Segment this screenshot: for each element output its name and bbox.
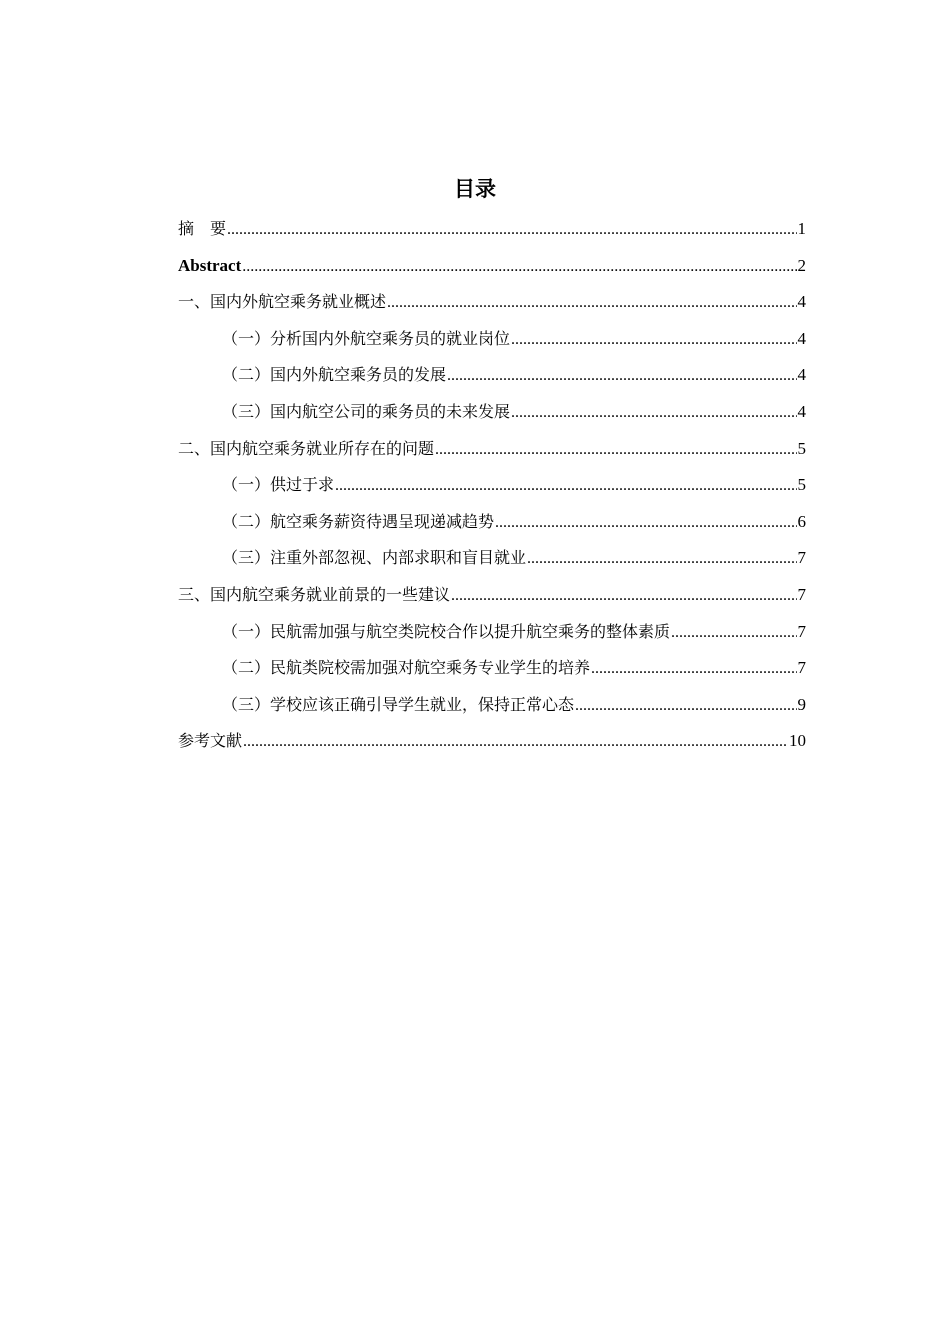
toc-subentry[interactable]: [178, 509, 806, 546]
toc-entry-text: Abstract: [178, 255, 242, 275]
dot-leader: [575, 693, 796, 719]
toc-page-number: 5: [797, 438, 806, 458]
toc-entry-text: （一）民航需加强与航空类院校合作以提升航空乘务的整体素质: [222, 621, 671, 641]
toc-entry[interactable]: [178, 216, 806, 253]
toc-entry-text: 摘 要: [178, 219, 227, 238]
toc-entry-text: （二）民航类院校需加强对航空乘务专业学生的培养: [222, 658, 591, 678]
toc-page-number: 2: [797, 255, 806, 275]
toc-entry-text: （三）国内航空公司的乘务员的未来发展: [222, 401, 511, 421]
toc-entry-text: （三）学校应该正确引导学生就业，保持正常心态: [222, 694, 575, 714]
toc-entry[interactable]: [178, 582, 806, 619]
dot-leader: [671, 620, 796, 646]
toc-page-number: 7: [797, 548, 806, 568]
dot-leader: [591, 656, 796, 682]
toc-entry-text: （三）注重外部忽视、内部求职和盲目就业: [222, 548, 527, 568]
table-of-contents: [178, 216, 806, 765]
toc-page-number: 7: [797, 584, 806, 604]
toc-page-number: 7: [797, 621, 806, 641]
dot-leader: [451, 583, 796, 609]
dot-leader: [511, 400, 796, 426]
toc-subentry[interactable]: [178, 655, 806, 692]
dot-leader: [387, 290, 796, 316]
toc-subentry[interactable]: [178, 472, 806, 509]
toc-subentry[interactable]: [178, 692, 806, 729]
toc-subentry[interactable]: [178, 362, 806, 399]
toc-page-number: 6: [797, 511, 806, 531]
dot-leader: [447, 363, 796, 389]
toc-page-number: 4: [797, 365, 806, 385]
toc-entry[interactable]: [178, 728, 806, 765]
dot-leader: [435, 437, 796, 463]
toc-title: 目录: [454, 177, 496, 201]
toc-page-number: 9: [797, 694, 806, 714]
dot-leader: [242, 254, 796, 280]
toc-entry-text: 三、国内航空乘务就业前景的一些建议: [178, 584, 451, 604]
dot-leader: [243, 729, 788, 755]
toc-page-number: 5: [797, 475, 806, 495]
dot-leader: [227, 217, 796, 243]
toc-entry-text: （一）供过于求: [222, 475, 335, 495]
toc-page-number: 7: [797, 658, 806, 678]
toc-entry-text: 一、国内外航空乘务就业概述: [178, 292, 387, 312]
toc-subentry[interactable]: [178, 399, 806, 436]
toc-page-number: 1: [797, 219, 806, 238]
toc-entry-text: （二）航空乘务薪资待遇呈现递减趋势: [222, 511, 495, 531]
dot-leader: [495, 510, 796, 536]
toc-subentry[interactable]: [178, 545, 806, 582]
dot-leader: [335, 473, 796, 499]
toc-page-number: 4: [797, 328, 806, 348]
toc-subentry[interactable]: [178, 326, 806, 363]
toc-entry[interactable]: [178, 436, 806, 473]
toc-entry-text: （二）国内外航空乘务员的发展: [222, 365, 447, 385]
toc-entry[interactable]: [178, 253, 806, 290]
toc-page-number: 10: [789, 731, 806, 751]
toc-entry-text: 二、国内航空乘务就业所存在的问题: [178, 438, 435, 458]
toc-entry-text: （一）分析国内外航空乘务员的就业岗位: [222, 328, 511, 348]
dot-leader: [527, 546, 796, 572]
toc-subentry[interactable]: [178, 619, 806, 656]
toc-page-number: 4: [797, 401, 806, 421]
toc-page-number: 4: [797, 292, 806, 312]
toc-entry[interactable]: [178, 289, 806, 326]
toc-entry-text: 参考文献: [178, 731, 243, 751]
dot-leader: [511, 327, 796, 353]
